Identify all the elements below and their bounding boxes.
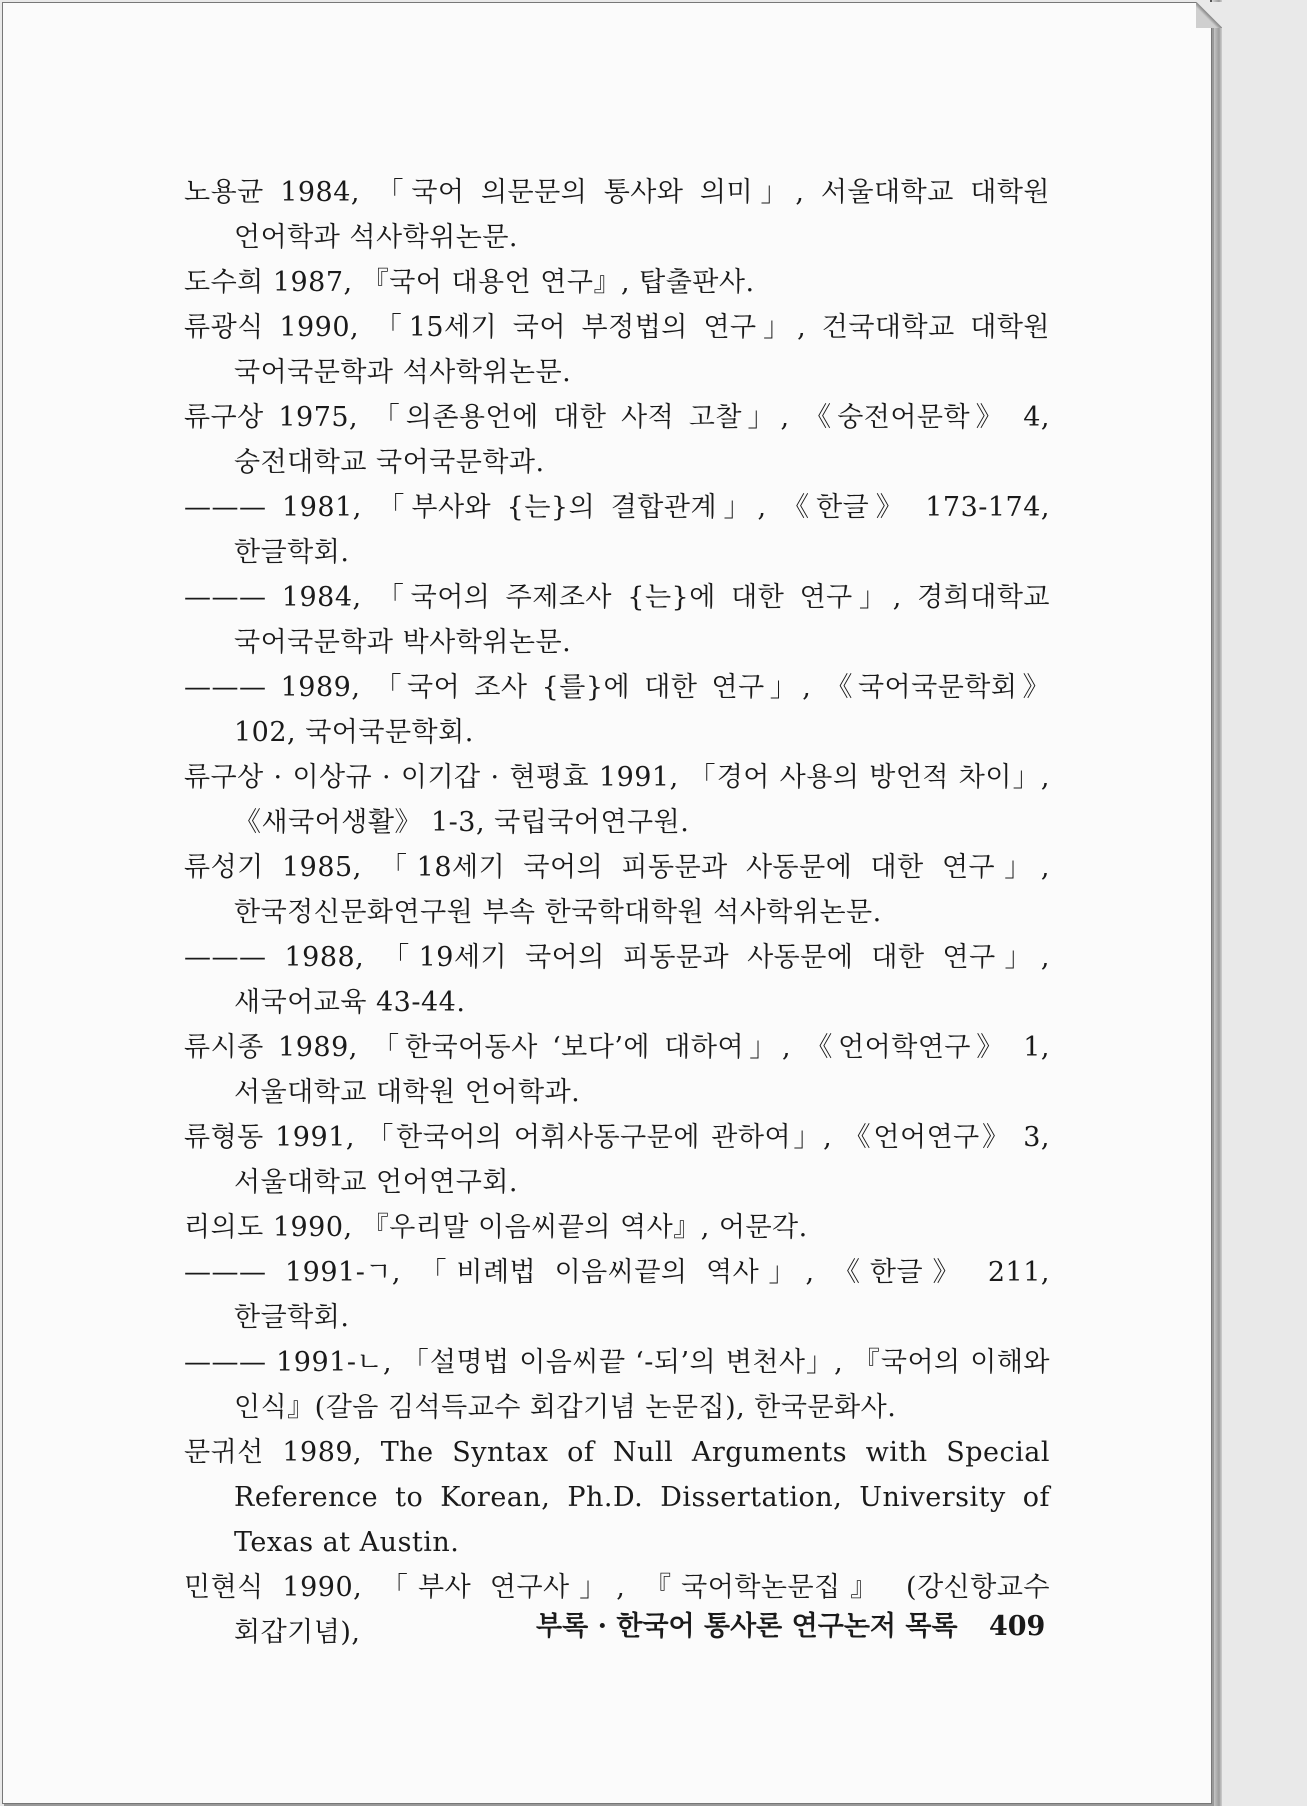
reference-entry: ——— 1984, 「국어의 주제조사 {는}에 대한 연구」, 경희대학교 국어국문학과 박사학위논문. (184, 582, 1050, 658)
reference-entry: 류성기 1985, 「18세기 국어의 피동문과 사동문에 대한 연구」, 한국정신문화연구원 부속 한국학대학원 석사학위논문. (184, 852, 1050, 928)
reference-entry: 류형동 1991, 「한국어의 어휘사동구문에 관하여」, 《언어연구》 3, 서울대학교 언어연구회. (184, 1122, 1050, 1198)
page-footer (536, 1604, 1046, 1643)
reference-entry: 도수희 1987, 『국어 대용언 연구』, 탑출판사. (184, 267, 755, 298)
reference-entry: 민현식 1990, 「부사 연구사」, 『국어학논문집』 (강신항교수 회갑기념), (184, 1572, 1050, 1648)
reference-entry: ——— 1991-ㄴ, 「설명법 이음씨끝 ‘-되’의 변천사」, 『국어의 이해와 인식』(갈음 김석득교수 회갑기념 논문집), 한국문화사. (184, 1347, 1050, 1423)
page-number: 409 (988, 1611, 1046, 1642)
running-title: 부록 · 한국어 통사론 연구논저 목록 (536, 1611, 958, 1642)
page-edge-stack (1212, 0, 1222, 1806)
reference-list (184, 170, 1050, 1655)
reference-entry: 문귀선 1989, The Syntax of Null Arguments with Special Reference to Korean, Ph.D. Dissertation, University of Texas at Austin. (184, 1437, 1050, 1558)
reference-entry: ——— 1991-ㄱ, 「비례법 이음씨끝의 역사」, 《한글》 211, 한글학회. (184, 1257, 1050, 1333)
reference-entry: ——— 1988, 「19세기 국어의 피동문과 사동문에 대한 연구」, 새국어교육 43-44. (184, 942, 1050, 1018)
reference-entry: 류구상 1975, 「의존용언에 대한 사적 고찰」, 《숭전어문학》 4, 숭전대학교 국어국문학과. (184, 402, 1050, 478)
reference-entry: ——— 1989, 「국어 조사 {를}에 대한 연구」, 《국어국문학회》 102, 국어국문학회. (184, 672, 1050, 748)
reference-entry: 리의도 1990, 『우리말 이음씨끝의 역사』, 어문각. (184, 1212, 808, 1243)
reference-entry: 류시종 1989, 「한국어동사 ‘보다’에 대하여」, 《언어학연구》 1, 서울대학교 대학원 언어학과. (184, 1032, 1050, 1108)
reference-entry: 류구상 · 이상규 · 이기갑 · 현평효 1991, 「경어 사용의 방언적 차이」, 《새국어생활》 1-3, 국립국어연구원. (184, 762, 1050, 838)
page-corner-fold (1196, 2, 1222, 28)
reference-entry: 노용균 1984, 「국어 의문문의 통사와 의미」, 서울대학교 대학원 언어학과 석사학위논문. (184, 177, 1050, 253)
reference-entry: 류광식 1990, 「15세기 국어 부정법의 연구」, 건국대학교 대학원 국어국문학과 석사학위논문. (184, 312, 1050, 388)
reference-entry: ——— 1981, 「부사와 {는}의 결합관계」, 《한글》 173-174, 한글학회. (184, 492, 1050, 568)
